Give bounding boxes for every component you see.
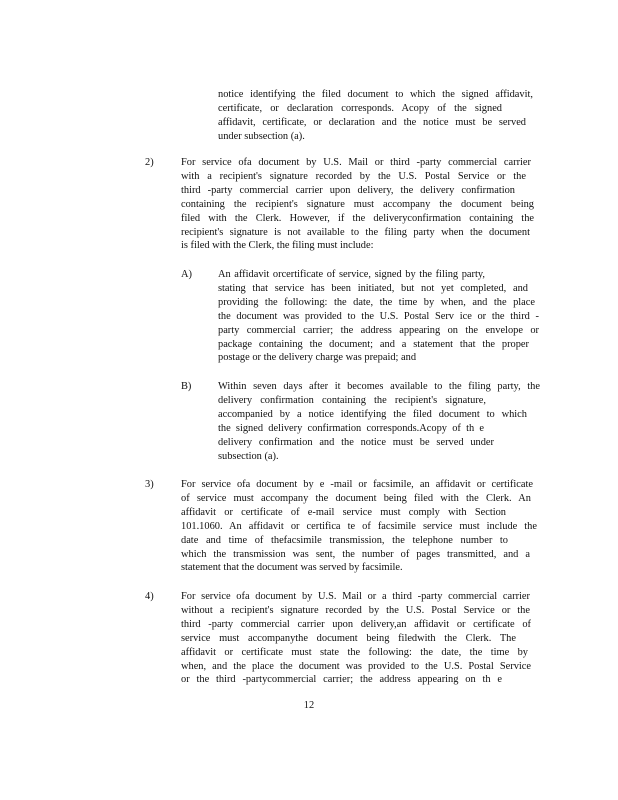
paragraph-line: the signed delivery confirmation corresponds.Acopy of th e xyxy=(218,422,484,434)
paragraph-line: notice identifying the filed document to which the signed affidavit, xyxy=(218,89,533,100)
paragraph-line: For service ofa document by U.S. Mail or third -party commercial carrier xyxy=(181,157,531,168)
item-2-paragraph xyxy=(181,156,534,253)
item-4-paragraph xyxy=(181,590,531,687)
paragraph-line: statement that the document was served by facsimile. xyxy=(181,562,403,574)
paragraph-line: affidavit or certificate must state the following: the date, the time by xyxy=(181,646,528,658)
paragraph-line: is filed with the Clerk, the filing must include: xyxy=(181,240,374,252)
paragraph-line: which the transmission was sent, the number of pages transmitted, and a xyxy=(181,548,530,560)
paragraph-line: 101.1060. An affidavit or certifica te of facsimile service must include the xyxy=(181,520,537,532)
paragraph-line: recipient's signature is not available to the filing party when the document xyxy=(181,226,530,238)
paragraph-line: third -party commercial carrier upon delivery, the delivery confirmation xyxy=(181,184,515,196)
paragraph-line: containing the recipient's signature must accompany the document being xyxy=(181,198,534,210)
paragraph-line: service must accompanythe document being filedwith the Clerk. The xyxy=(181,632,516,644)
paragraph-line: For service ofa document by e -mail or facsimile, an affidavit or certificate xyxy=(181,479,533,490)
page-number: 12 xyxy=(303,700,315,711)
item-3-paragraph xyxy=(181,478,537,575)
paragraph-line: An affidavit orcertificate of service, signed by the filing party, xyxy=(218,269,485,280)
paragraph-line: filed with the Clerk. However, if the deliveryconfirmation containing the xyxy=(181,212,534,224)
paragraph-line: party commercial carrier; the address appearing on the envelope or xyxy=(218,324,539,336)
paragraph-line: under subsection (a). xyxy=(218,130,305,142)
paragraph-line: For service ofa document by U.S. Mail or a third -party commercial carrier xyxy=(181,591,530,602)
paragraph-line: delivery confirmation and the notice must be served under xyxy=(218,436,494,448)
paragraph-line: without a recipient's signature recorded by the U.S. Postal Service or the xyxy=(181,604,530,616)
paragraph-line: of service must accompany the document being filed with the Clerk. An xyxy=(181,492,531,504)
paragraph-line: delivery confirmation containing the recipient's signature, xyxy=(218,394,486,406)
item-marker: B) xyxy=(181,381,192,392)
paragraph-line: accompanied by a notice identifying the filed document to which xyxy=(218,408,527,420)
paragraph-line: subsection (a). xyxy=(218,450,279,462)
paragraph-line: the document was provided to the U.S. Postal Serv ice or the third - xyxy=(218,310,539,322)
paragraph-line: Within seven days after it becomes available to the filing party, the xyxy=(218,381,540,392)
item-marker: A) xyxy=(181,269,192,280)
paragraph-line: with a recipient's signature recorded by the U.S. Postal Service or the xyxy=(181,170,526,182)
item-a-paragraph xyxy=(218,268,539,365)
paragraph-line: postage or the delivery charge was prepaid; and xyxy=(218,352,417,364)
paragraph-line: affidavit or certificate of e-mail service must comply with Section xyxy=(181,506,506,518)
paragraph-line: third -party commercial carrier upon delivery,an affidavit or certificate of xyxy=(181,618,531,630)
paragraph-line: providing the following: the date, the time by when, and the place xyxy=(218,296,535,308)
item-marker: 4) xyxy=(145,591,154,602)
paragraph-line: when, and the place the document was provided to the U.S. Postal Service xyxy=(181,660,531,672)
paragraph-line: or the third -partycommercial carrier; the address appearing on th e xyxy=(181,674,502,686)
paragraph-line: date and time of thefacsimile transmission, the telephone number to xyxy=(181,534,508,546)
intro-paragraph xyxy=(218,88,533,144)
item-marker: 2) xyxy=(145,157,154,168)
paragraph-line: package containing the document; and a statement that the proper xyxy=(218,338,529,350)
paragraph-line: certificate, or declaration corresponds. Acopy of the signed xyxy=(218,102,502,114)
paragraph-line: stating that service has been initiated, but not yet completed, and xyxy=(218,282,528,294)
paragraph-line: affidavit, certificate, or declaration and the notice must be served xyxy=(218,116,526,128)
item-b-paragraph xyxy=(218,380,540,463)
item-marker: 3) xyxy=(145,479,154,490)
